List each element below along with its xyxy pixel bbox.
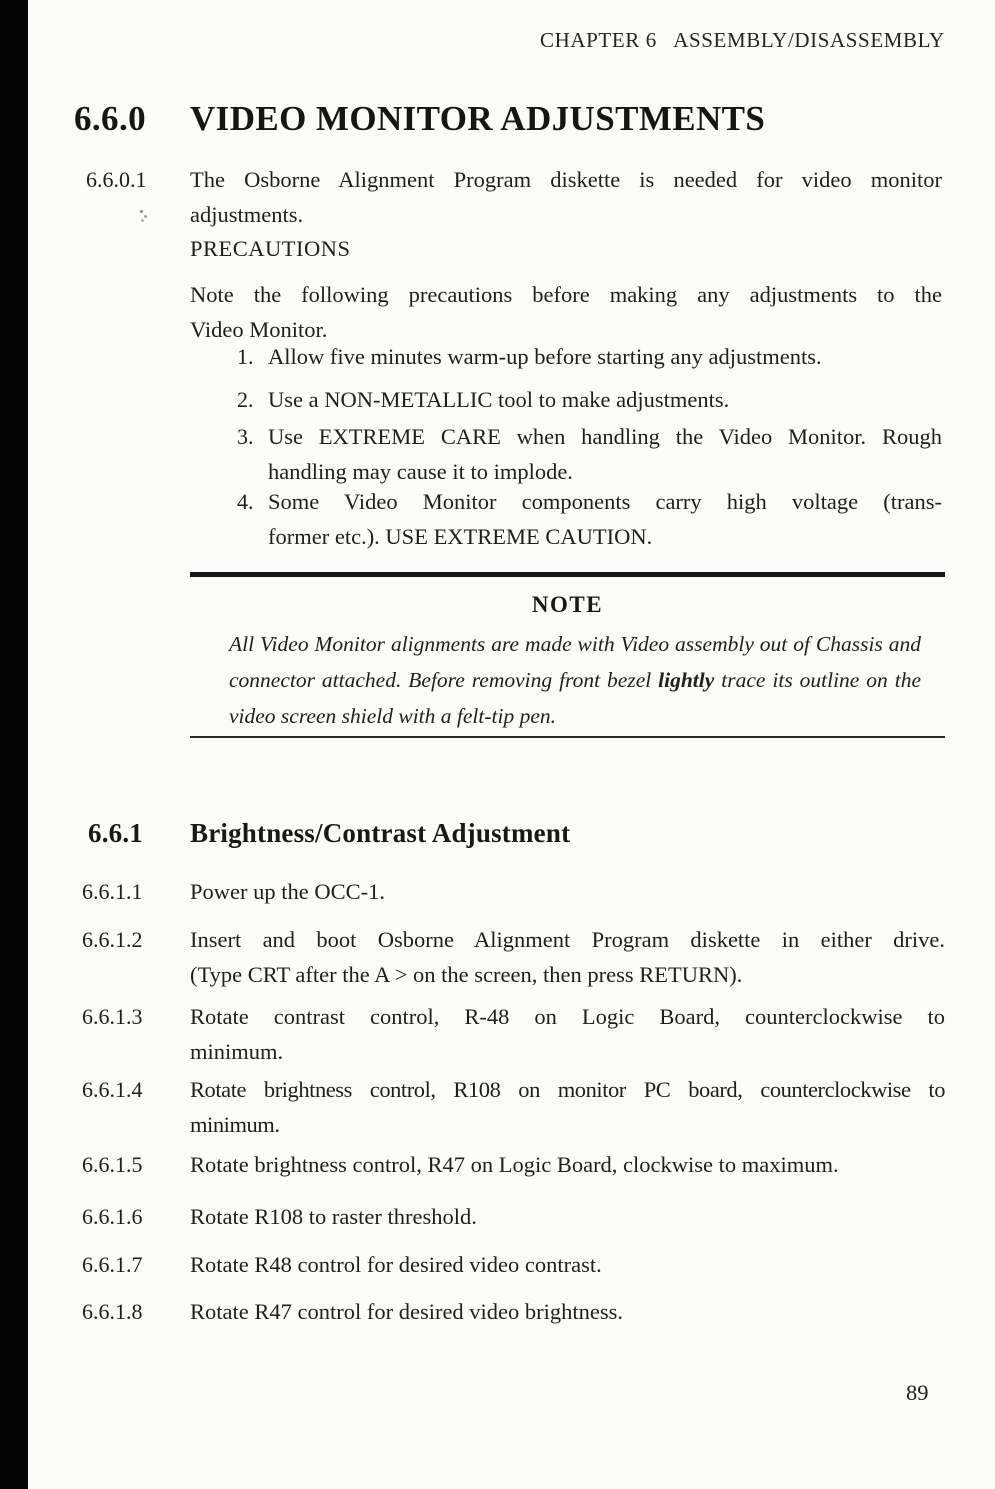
step-line: (Type CRT after the A > on the screen, then press RETURN). (190, 962, 743, 987)
subsection-title: Brightness/Contrast Adjustment (190, 818, 571, 848)
paragraph-number: 6.6.0.1 (86, 167, 147, 192)
note-heading: NOTE (531, 592, 604, 617)
step-line: Insert and boot Osborne Alignment Program diskette in either drive. (190, 927, 945, 952)
step-line: minimum. (190, 1112, 280, 1137)
list-item (268, 419, 942, 489)
step (190, 1247, 945, 1282)
paragraph-line: The Osborne Alignment Program diskette is needed for video monitor (190, 167, 942, 192)
note-rule-bottom (190, 736, 945, 738)
list-line: Some Video Monitor components carry high voltage (trans- (268, 489, 942, 514)
step-line: Rotate brightness control, R47 on Logic Board, clockwise to maximum. (190, 1152, 839, 1177)
note-text: connector attached. Before removing front bezel (229, 668, 659, 692)
list-number: 3. (237, 424, 254, 449)
paragraph-line: Video Monitor. (190, 317, 328, 342)
running-header: CHAPTER 6 ASSEMBLY/DISASSEMBLY (540, 28, 945, 52)
note-line: video screen shield with a felt-tip pen. (229, 704, 557, 728)
step-number: 6.6.1.7 (82, 1252, 143, 1277)
note-body (229, 626, 921, 734)
section-number: 6.6.0 (74, 99, 146, 138)
step-line: Rotate brightness control, R108 on monitor PC board, counterclockwise to (190, 1077, 945, 1102)
step-number: 6.6.1.5 (82, 1152, 143, 1177)
note-rule-top (190, 572, 945, 577)
step-number: 6.6.1.2 (82, 927, 143, 952)
list-item (268, 484, 942, 554)
list-item (268, 339, 942, 374)
scan-speck (140, 210, 143, 213)
step-number: 6.6.1.3 (82, 1004, 143, 1029)
step (190, 874, 945, 909)
page-number: 89 (906, 1380, 929, 1405)
step-line: Rotate R108 to raster threshold. (190, 1204, 477, 1229)
note-text: trace its outline on the (714, 668, 922, 692)
list-line: handling may cause it to implode. (268, 459, 573, 484)
step (190, 1294, 945, 1329)
scan-edge-bar (0, 0, 28, 1489)
list-line: Allow five minutes warm-up before starting any adjustments. (268, 344, 822, 369)
note-line: All Video Monitor alignments are made with Video assembly out of Chassis and (229, 632, 921, 656)
precautions-heading: PRECAUTIONS (190, 236, 351, 261)
step-number: 6.6.1.8 (82, 1299, 143, 1324)
note-line (229, 662, 921, 698)
list-line: Use EXTREME CARE when handling the Video Monitor. Rough (268, 424, 942, 449)
step (190, 1199, 945, 1234)
list-number: 1. (237, 344, 254, 369)
list-line: Use a NON-METALLIC tool to make adjustments. (268, 387, 730, 412)
step (190, 1147, 945, 1182)
step (190, 1072, 945, 1142)
paragraph (190, 162, 942, 232)
step-number: 6.6.1.4 (82, 1077, 143, 1102)
step-number: 6.6.1.6 (82, 1204, 143, 1229)
step-line: Rotate R47 control for desired video brightness. (190, 1299, 624, 1324)
step-line: Rotate R48 control for desired video contrast. (190, 1252, 602, 1277)
list-number: 2. (237, 387, 254, 412)
subsection-number: 6.6.1 (88, 818, 143, 848)
step (190, 999, 945, 1069)
list-line: former etc.). USE EXTREME CAUTION. (268, 524, 653, 549)
list-number: 4. (237, 489, 254, 514)
note-bold-word: lightly (658, 668, 715, 692)
step (190, 922, 945, 992)
list-item (268, 382, 942, 417)
paragraph-line: adjustments. (190, 202, 304, 227)
section-title: VIDEO MONITOR ADJUSTMENTS (190, 99, 766, 138)
precautions-intro (190, 277, 942, 347)
paragraph-line: Note the following precautions before making any adjustments to the (190, 282, 942, 307)
step-line: Power up the OCC-1. (190, 879, 385, 904)
step-line: minimum. (190, 1039, 284, 1064)
step-number: 6.6.1.1 (82, 879, 143, 904)
step-line: Rotate contrast control, R-48 on Logic Board, counterclockwise to (190, 1004, 945, 1029)
